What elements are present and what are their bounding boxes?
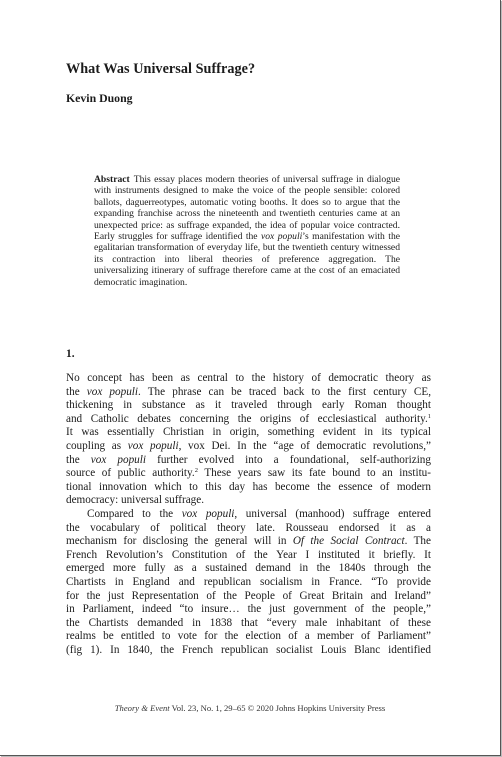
body-text [66, 372, 431, 657]
page-footer [0, 703, 500, 713]
body-line: emerged more fully as a sustained demand in the 1840s through the [66, 562, 431, 575]
body-line: coupling as vox populi, vox Dei. In the “age of democratic revolutions,” [66, 439, 431, 452]
abstract-text: This essay places modern theories of universal suffrage in dialogue with instruments designed to make the voice of the people sensible: colored ballots, daguerreotypes, automatic voting booths. It does so to argue that the expanding franchise across the nineteenth and twentieth centuries came at an unexpected price: as suffrage expanded, the idea of popular voice contracted. Early struggles for suffrage identified the vox populi’s manifestation with the egalitarian transformation of everyday life, but the twentieth century witnessed its contraction into liberal theories of preference aggregation. The universalizing itinerary of suffrage therefore came at the cost of an emaciated democratic imagination. [94, 174, 401, 288]
journal-name: Theory & Event [114, 703, 170, 713]
journal-citation: Vol. 23, No. 1, 29–65 © 2020 Johns Hopkins University Press [171, 703, 386, 713]
body-line: tional innovation which to this day has become the essence of modern [66, 480, 431, 493]
section-number: 1. [66, 348, 75, 360]
body-line: the Chartists demanded in 1838 that “every male inhabitant of these [66, 616, 431, 629]
author-name: Kevin Duong [66, 91, 133, 105]
abstract-block [94, 174, 400, 288]
abstract-label: Abstract [94, 174, 130, 185]
article-title: What Was Universal Suffrage? [66, 61, 256, 77]
body-line: Chartists in England and republican socialism in France. “To provide [66, 575, 431, 588]
body-line: It was essentially Christian in origin, something evident in its typical [66, 426, 431, 439]
body-line: French Revolution’s Constitution of the Year I instituted it briefly. It [66, 548, 431, 561]
body-line: in Parliament, indeed “to insure… the just government of the people,” [66, 603, 431, 616]
body-line: the vox populi further evolved into a foundational, self-authorizing [66, 453, 431, 466]
body-line: the vocabulary of political theory late. Rousseau endorsed it as a [66, 521, 431, 534]
body-line: and Catholic debates concerning the origins of ecclesiastical authority.$^1$ [66, 412, 431, 425]
body-line: No concept has been as central to the history of democratic theory as [66, 372, 431, 384]
body-line: the vox populi. The phrase can be traced back to the first century CE, [66, 385, 431, 398]
body-line: mechanism for disclosing the general will in Of the Social Contract. The [66, 535, 431, 548]
body-line: source of public authority.$^2$ These years saw its fate bound to an institu- [66, 467, 431, 480]
body-line: realms be entitled to vote for the election of a member of Parliament” [66, 630, 431, 643]
body-line: for the just Representation of the People of Great Britain and Ireland” [66, 589, 431, 602]
body-line: thickening in substance as it traveled through early Roman thought [66, 399, 431, 412]
body-line: democracy: universal suffrage. [66, 494, 205, 507]
body-line: (fig 1). In 1840, the French republican socialist Louis Blanc identified [66, 643, 431, 656]
body-line: Compared to the vox populi, universal (manhood) suffrage entered [87, 507, 431, 520]
